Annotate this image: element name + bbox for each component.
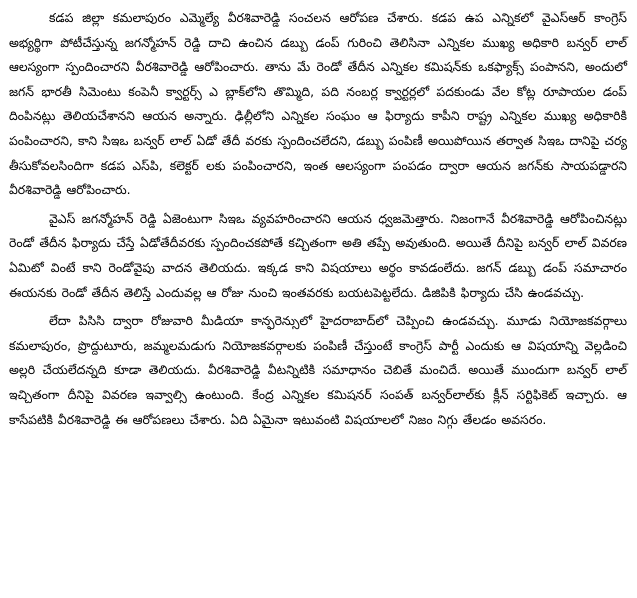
- article-paragraph-2: వైఎస్ జగన్మోహన్ రెడ్డి ఏజెంటుగా సిఇఒ వ్యవహరించారని ఆయన ధ్వజమెత్తారు. నిజంగానే వీరశివారెడ్డి ఆరోపించినట్లు రెండో తేదీన ఫిర్యాదు చేస్తే ఏడోతేదీవరకు స్పందించకపోతే కచ్చితంగా అతి తప్పే అవుతుంది. అయితే దీనిపై బన్వర్ లాల్ వివరణ ఏమిటో వింటే కాని రెండోవైపు వాదన తెలియదు. ఇక్కడ కాని విషయాలు అర్థం కావడంలేదు. జగన్ డబ్బు డంప్ సమాచారం ఈయనకు రెండో తేదీన తెలిస్తే ఎందువల్ల ఆ రోజు నుంచి ఇంతవరకు బయటపెట్టలేదు. డిజిపికి ఫిర్యాదు చేసి ఉండవచ్చు.: [9, 210, 627, 300]
- article-paragraph-3: లేదా పిసిసి ద్వారా రోజువారి మీడియా కాన్ఫరెన్సులో హైదరాబాద్‌లో చెప్పించి ఉండవచ్చు. మూడు నియోజకవర్గాలు కమలాపురం, ప్రొద్దుటూరు, జమ్మలమడుగు నియోజకవర్గాలకు పంపిణీ చేస్తుంటే కాంగ్రెస్ పార్టీ ఎందుకు ఆ విషయాన్ని వెల్లడించి అల్లరి చేయలేదన్నది కూడా తెలియదు. వీరశివారెడ్డి వీటన్నిటికి సమాధానం చెబితే మంచిదే. అయితే ముందుగా బన్వర్ లాల్ ఇచ్చితంగా దీనిపై వివరణ ఇవ్వాల్సి ఉంటుంది. కేంద్ర ఎన్నికల కమిషనర్ సంపత్ బన్వర్‌లాల్‌కు క్లీన్ సర్టిఫికెట్ ఇచ్చారు. ఆ కాసేపటికి వీరశివారెడ్డి ఈ ఆరోపణలు చేశారు. ఏది ఏమైనా ఇటువంటి విషయాలలో నిజం నిగ్గు తేలడం అవసరం.: [9, 313, 627, 427]
- article-paragraph-1: కడప జిల్లా కమలాపురం ఎమ్మెల్యే వీరశివారెడ్డి సంచలన ఆరోపణ చేశారు. కడప ఉప ఎన్నికలో వైఎస్ఆర్ కాంగ్రెస్ అభ్యర్థిగా పోటీచేస్తున్న జగన్మోహన్ రెడ్డి దాచి ఉంచిన డబ్బు డంప్ గురించి తెలిసినా ఎన్నికల ముఖ్య అధికారి బన్వర్ లాల్ ఆలస్యంగా స్పందించారని వీరశివారెడ్డి ఆరోపించారు. తాను మే రెండో తేదీన ఎన్నికల కమిషన్‌కు ఒకఫ్యాక్స్ పంపానని, అందులో జగన్ భారతీ సిమెంటు కంపెనీ క్వార్టర్స్ ఎ బ్లాక్‌లోని తొమ్మిది, పది నంబర్ల క్వార్టర్లలో పదకుండు వేల కోట్ల రూపాయల డంప్ దింపినట్లు తెలియచేశానని ఆయన అన్నారు. ఢిల్లీలోని ఎన్నికల సంఘం ఆ ఫిర్యాదు కాపీని రాష్ట్ర ఎన్నికల ముఖ్య అధికారికి పంపించారని, కాని సిఇఒ బన్వర్ లాల్ ఏడో తేదీ వరకు స్పందించలేదని, డబ్బు పంపిణీ అయిపోయిన తర్వాత సిఇఒ దానిపై చర్య తీసుకోవలసిందిగా కడప ఎస్‌పి, కలెక్టర్ లకు పంపించారని, ఇంత ఆలస్యంగా పంపడం ద్వారా ఆయన జగన్‌కు సాయపడ్డారని వీరశివారెడ్డి ఆరోపించారు.: [9, 10, 627, 198]
